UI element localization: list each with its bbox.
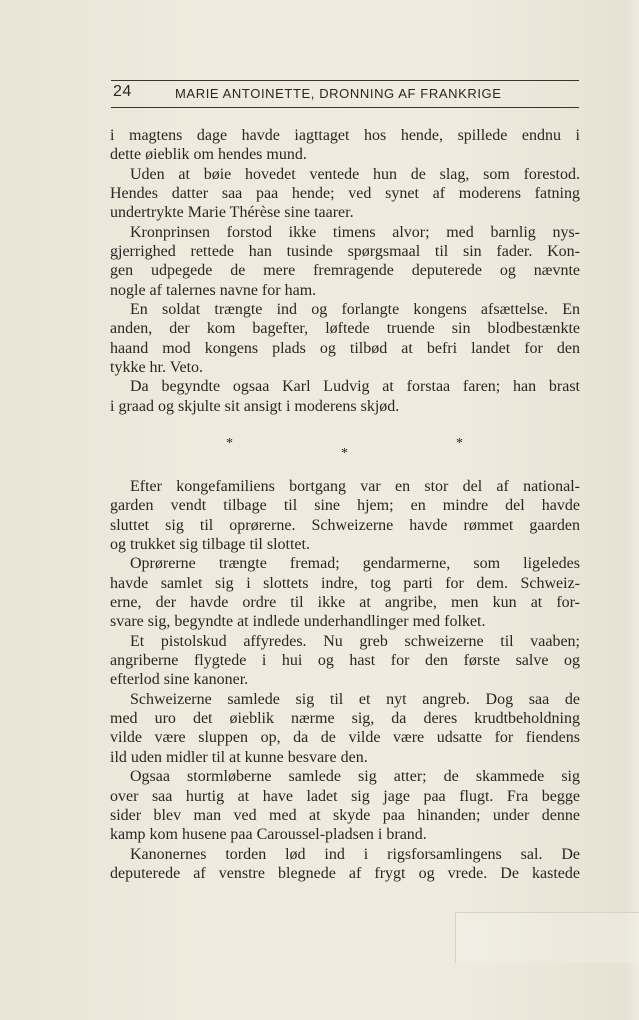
running-title: MARIE ANTOINETTE, DRONNING AF FRANKRIGE [175,86,502,101]
text-line: angriberne flygtede i hui og hast for den første salve og [110,652,580,670]
text-line: En soldat trængte ind og forlangte kongens afsættelse. En [130,301,580,319]
text-line: gen udpegede de mere fremragende deputerede og nævnte [110,262,580,280]
text-line: Hendes datter saa paa hende; ved synet af moderens fatning [110,185,580,203]
text-line: Kanonernes torden lød ind i rigsforsamlingens sal. De [130,845,580,863]
text-line: efterlod sine kanoner. [110,671,249,689]
text-line: haand mod kongens plads og tilbød at befri landet for den [110,339,580,357]
text-line: Ogsaa stormløberne samlede sig atter; de skammede sig [130,768,580,786]
text-block-top [110,126,580,416]
text-line: i graad og skjulte sit ansigt i moderens skjød. [110,397,400,415]
text-line: svare sig, begyndte at indlede underhandlinger med folket. [110,613,486,631]
text-line: kamp kom husene paa Caroussel-pladsen i brand. [110,826,427,844]
text-line: Oprørerne trængte fremad; gendarmerne, som ligeledes [130,555,580,573]
text-line: Uden at bøie hovedet ventede hun de slag, som forestod. [130,165,580,183]
text-line: undertrykte Marie Thérèse sine taarer. [110,204,354,222]
scan-corner-artifact [455,912,639,963]
page-edge-shade [625,0,639,1020]
page-number: 24 [113,83,132,100]
text-line: Da begyndte ogsaa Karl Ludvig at forstaa faren; han brast [130,378,580,396]
text-line: ild uden midler til at kunne besvare den. [110,748,368,766]
text-line: og trukket sig tilbage til slottet. [110,536,310,554]
text-line: gjerrighed rettede han tusinde spørgsmaal til sin fader. Kon- [110,243,580,261]
section-break-asterism [110,436,580,462]
text-line: sider blev man ved med at skyde paa hinanden; under denne [110,806,580,824]
text-line: nogle af talernes navne for ham. [110,281,317,299]
text-line: over saa hurtig at have ladet sig jage paa flugt. Fra begge [110,787,580,805]
text-line: Schweizerne samlede sig til et nyt angreb. Dog saa de [130,690,580,708]
text-line: deputerede af venstre blegnede af frygt og vrede. De kastede [110,864,580,882]
text-line: tykke hr. Veto. [110,359,204,377]
asterism-star-center: * [341,446,348,461]
text-line: Kronprinsen forstod ikke timens alvor; med barnlig nys- [130,223,580,241]
text-line: garden vendt tilbage til sine hjem; en mindre del havde [110,497,580,515]
text-line: vilde være sluppen op, da de vilde være udsatte for fiendens [110,729,580,747]
text-block-bottom [110,477,580,883]
running-header [111,80,579,108]
text-line: anden, der kom bagefter, løftede truende sin blodbestænkte [110,320,580,338]
asterism-star-right: * [456,436,463,451]
asterism-star-left: * [226,436,233,451]
text-line: i magtens dage havde iagttaget hos hende, spillede endnu i [110,127,580,144]
text-line: Efter kongefamiliens bortgang var en stor del af national- [130,478,580,495]
text-line: med uro det øieblik nærme sig, da deres krudtbeholdning [110,710,580,728]
text-line: erne, der havde ordre til ikke at angribe, men kun at for- [110,594,580,612]
text-line: havde samlet sig i slottets indre, tog parti for dem. Schweiz- [110,574,580,592]
text-line: dette øieblik om hendes mund. [110,146,307,164]
text-line: sluttet sig til oprørerne. Schweizerne havde rømmet gaarden [110,516,580,534]
text-line: Et pistolskud affyredes. Nu greb schweizerne til vaaben; [130,632,580,650]
